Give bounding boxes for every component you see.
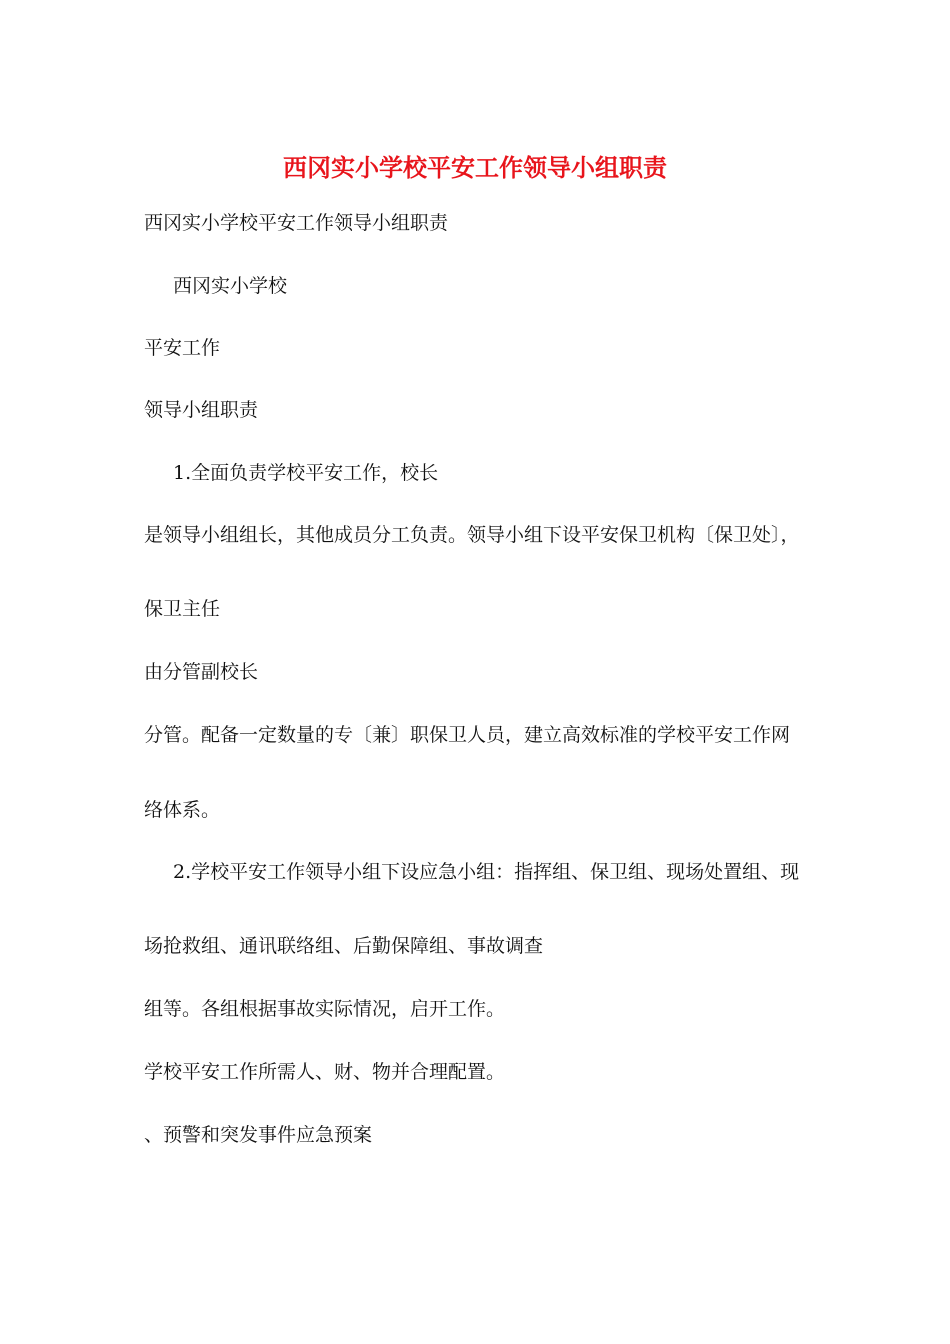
paragraph-school: 西冈实小学校 bbox=[173, 275, 288, 297]
list-item-2 bbox=[173, 859, 799, 885]
paragraph-line: 由分管副校长 bbox=[144, 661, 259, 683]
paragraph-subtitle: 西冈实小学校平安工作领导小组职责 bbox=[144, 212, 449, 234]
paragraph-line: 场抢救组、通讯联络组、后勤保障组、事故调查 bbox=[144, 935, 544, 957]
list-item-1 bbox=[173, 460, 438, 486]
paragraph-line: 保卫主任 bbox=[144, 598, 221, 620]
paragraph-line: 、预警和突发事件应急预案 bbox=[144, 1124, 373, 1146]
paragraph-line: 络体系。 bbox=[144, 799, 221, 821]
document-title: 西冈实小学校平安工作领导小组职责 bbox=[283, 153, 667, 182]
paragraph-line: 是领导小组组长，其他成员分工负责。领导小组下设平安保卫机构〔保卫处〕， bbox=[144, 524, 800, 546]
list-item-2-number: 2. bbox=[173, 861, 192, 883]
paragraph-line: 分管。配备一定数量的专〔兼〕职保卫人员，建立高效标准的学校平安工作网 bbox=[144, 724, 791, 746]
list-item-1-number: 1. bbox=[173, 462, 192, 484]
paragraph-safety-work: 平安工作 bbox=[144, 337, 221, 359]
list-item-1-text: 全面负责学校平安工作，校长 bbox=[191, 462, 439, 484]
paragraph-line: 组等。各组根据事故实际情况，启开工作。 bbox=[144, 998, 506, 1020]
paragraph-leadership-duties: 领导小组职责 bbox=[144, 399, 259, 421]
list-item-2-text: 学校平安工作领导小组下设应急小组：指挥组、保卫组、现场处置组、现 bbox=[191, 861, 800, 883]
paragraph-line: 学校平安工作所需人、财、物并合理配置。 bbox=[144, 1061, 506, 1083]
